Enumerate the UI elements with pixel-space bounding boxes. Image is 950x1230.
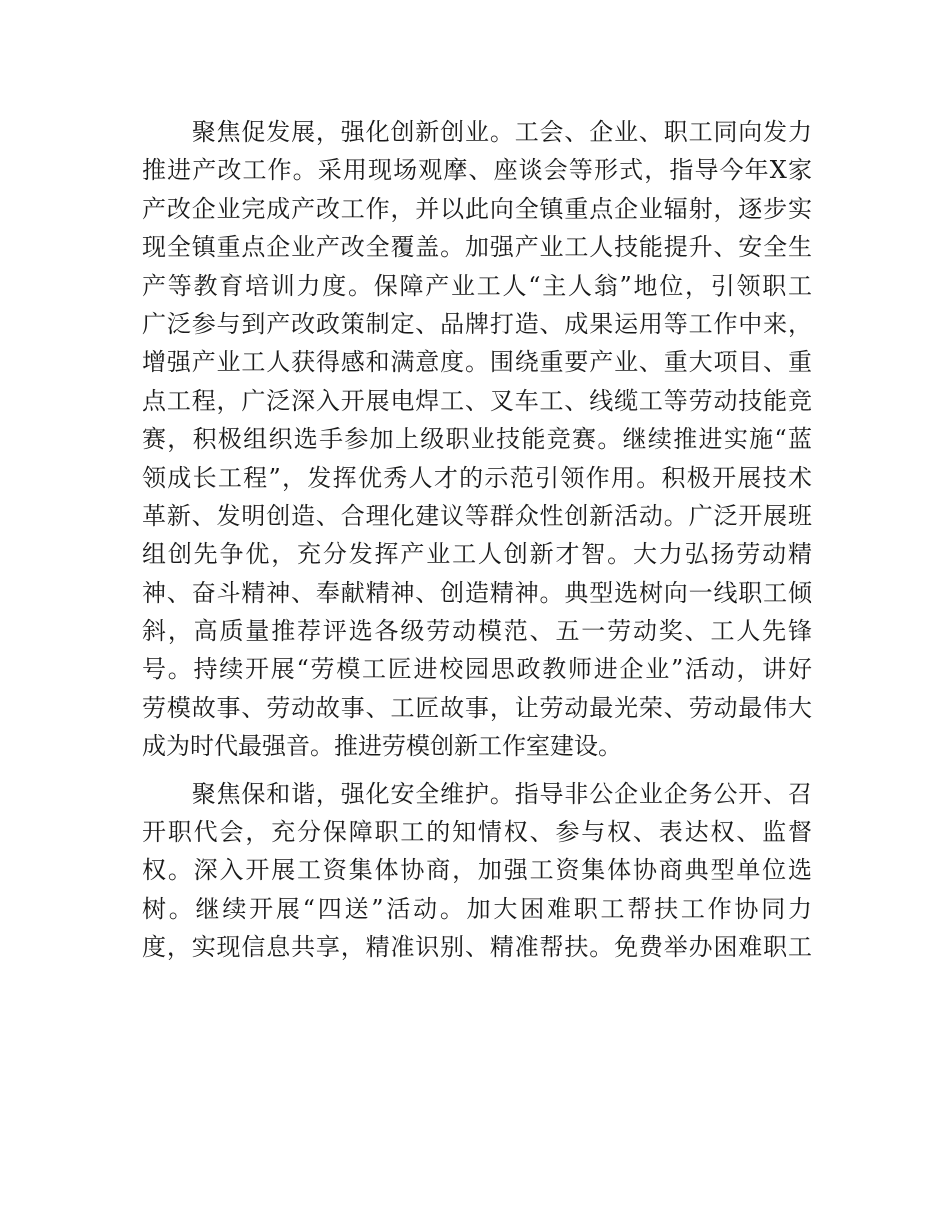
text-line: 斜，高质量推荐评选各级劳动模范、五一劳动奖、工人先锋	[142, 617, 812, 646]
text-line: 广泛参与到产改政策制定、品牌打造、成果运用等工作中来，	[142, 309, 812, 338]
text-line: 权。深入开展工资集体协商，加强工资集体协商典型单位选	[142, 856, 812, 885]
text-line: 劳模故事、劳动故事、工匠故事，让劳动最光荣、劳动最伟大	[142, 693, 812, 722]
text-line: 开职代会，充分保障职工的知情权、参与权、表达权、监督	[142, 818, 812, 847]
text-line: 度，实现信息共享，精准识别、精准帮扶。免费举办困难职工	[142, 933, 812, 962]
text-line: 成为时代最强音。推进劳模创新工作室建设。	[142, 732, 622, 761]
text-line: 号。持续开展“劳模工匠进校园思政教师进企业”活动，讲好	[142, 655, 812, 684]
text-line: 现全镇重点企业产改全覆盖。加强产业工人技能提升、安全生	[142, 233, 812, 262]
text-line: 树。继续开展“四送”活动。加大困难职工帮扶工作协同力	[142, 894, 812, 923]
text-line: 聚焦促发展，强化创新创业。工会、企业、职工同向发力	[142, 118, 812, 146]
document-body	[142, 113, 812, 967]
text-line: 组创先争优，充分发挥产业工人创新才智。大力弘扬劳动精	[142, 540, 812, 569]
text-line: 增强产业工人获得感和满意度。围绕重要产业、重大项目、重	[142, 348, 812, 377]
text-line: 点工程，广泛深入开展电焊工、叉车工、线缆工等劳动技能竞	[142, 386, 812, 415]
text-line: 推进产改工作。采用现场观摩、座谈会等形式，指导今年X家	[142, 156, 812, 185]
text-line: 赛，积极组织选手参加上级职业技能竞赛。继续推进实施“蓝	[142, 425, 812, 454]
text-line: 领成长工程”，发挥优秀人才的示范引领作用。积极开展技术	[142, 463, 812, 492]
text-line: 聚焦保和谐，强化安全维护。指导非公企业企务公开、召	[142, 779, 812, 808]
paragraph	[142, 775, 812, 967]
text-line: 产等教育培训力度。保障产业工人“主人翁”地位，引领职工	[142, 271, 812, 300]
text-line: 革新、发明创造、合理化建议等群众性创新活动。广泛开展班	[142, 501, 812, 530]
paragraph	[142, 113, 812, 766]
text-line: 产改企业完成产改工作，并以此向全镇重点企业辐射，逐步实	[142, 194, 812, 223]
text-line: 神、奋斗精神、奉献精神、创造精神。典型选树向一线职工倾	[142, 578, 812, 607]
